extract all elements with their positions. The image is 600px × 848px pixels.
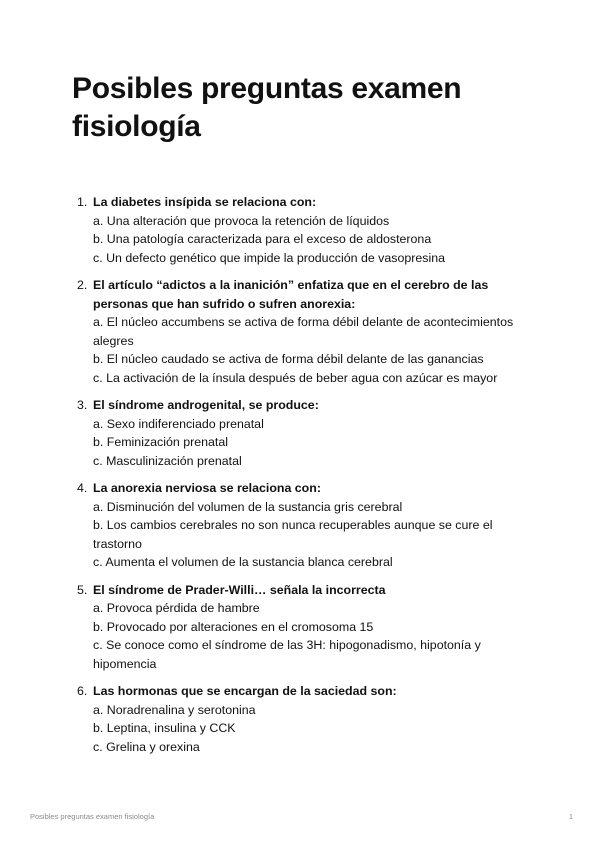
answer-option: a. Disminución del volumen de la sustancia gris cerebral (93, 499, 403, 514)
question-text: La diabetes insípida se relaciona con: (93, 195, 317, 209)
answer-option: c. Un defecto genético que impide la producción de vasopresina (93, 250, 445, 265)
question-list (72, 193, 532, 765)
answer-option: c. Masculinización prenatal (93, 453, 242, 468)
page-title: Posibles preguntas examen fisiología (72, 72, 462, 143)
answer-option: a. Noradrenalina y serotonina (93, 702, 256, 717)
question-item (72, 193, 532, 267)
question-text: El artículo “adictos a la inanición” enfatiza que en el cerebro de las personas que han sufrido o sufren anorexia: (93, 278, 489, 311)
answer-option: c. La activación de la ínsula después de beber agua con azúcar es mayor (93, 370, 498, 385)
question-number: 6. (77, 684, 88, 698)
question-item (72, 396, 532, 470)
question-text: El síndrome androgenital, se produce: (93, 398, 319, 412)
question-number: 1. (77, 195, 88, 209)
question-item (72, 276, 532, 387)
question-text: Las hormonas que se encargan de la saciedad son: (93, 684, 397, 698)
answer-option: b. Provocado por alteraciones en el cromosoma 15 (93, 619, 374, 634)
question-number: 4. (77, 481, 88, 495)
answer-option: b. Leptina, insulina y CCK (93, 721, 236, 735)
answer-option: b. Feminización prenatal (93, 435, 228, 449)
answer-option: a. Provoca pérdida de hambre (93, 601, 260, 615)
question-number: 5. (77, 582, 88, 597)
answer-option: a. El núcleo accumbens se activa de forma débil delante de acontecimientos alegres (93, 315, 514, 348)
answer-option: c. Grelina y orexina (93, 739, 200, 754)
answer-option: b. El núcleo caudado se activa de forma débil delante de las ganancias (93, 352, 484, 366)
answer-option: c. Se conoce como el síndrome de las 3H: hipogonadismo, hipotonía y hipomencia (93, 638, 481, 671)
answer-option: a. Sexo indiferenciado prenatal (93, 416, 264, 431)
question-text: La anorexia nerviosa se relaciona con: (93, 481, 321, 495)
answer-option: b. Una patología caracterizada para el exceso de aldosterona (93, 232, 432, 246)
answer-option: a. Una alteración que provoca la retención de líquidos (93, 213, 390, 228)
question-number: 2. (77, 278, 88, 292)
question-item (72, 581, 532, 674)
question-text: El síndrome de Prader-Willi… señala la incorrecta (93, 582, 386, 597)
answer-option: b. Los cambios cerebrales no son nunca recuperables aunque se cure el trastorno (93, 518, 493, 551)
footer-document-title: Posibles preguntas examen fisiología (30, 812, 155, 821)
question-number: 3. (77, 398, 88, 412)
question-item (72, 479, 532, 572)
answer-option: c. Aumenta el volumen de la sustancia blanca cerebral (93, 555, 393, 569)
footer-page-number: 1 (568, 812, 573, 821)
question-item (72, 682, 532, 756)
